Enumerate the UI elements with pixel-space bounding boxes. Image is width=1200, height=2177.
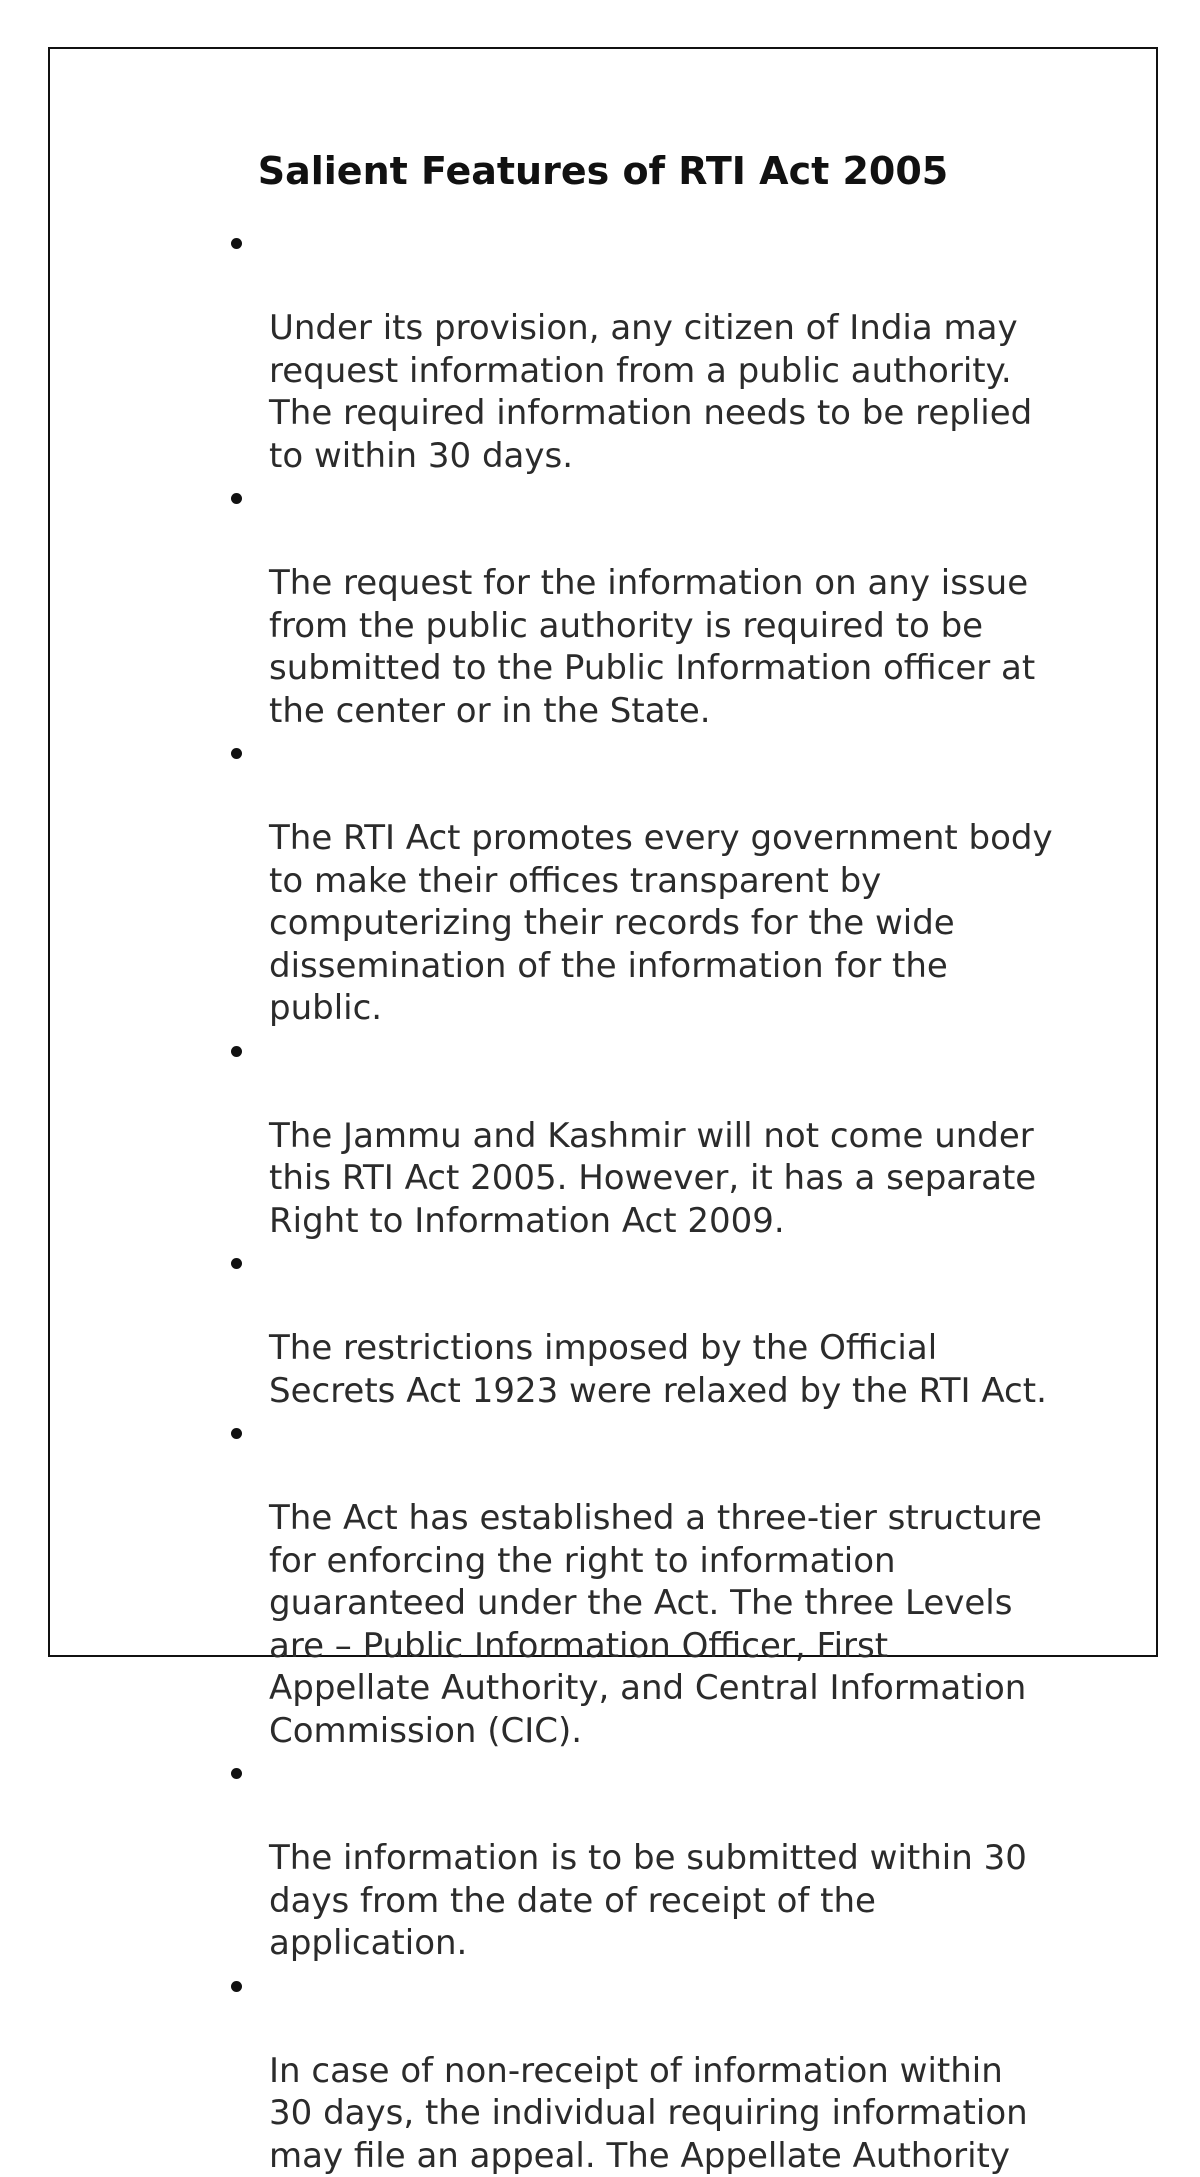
page-title: Salient Features of RTI Act 2005 (50, 149, 1156, 195)
bullet-icon (231, 1981, 242, 1992)
feature-text: The information is to be submitted within 30 days from the date of receipt of the application. (269, 1838, 1027, 1963)
feature-text: The restrictions imposed by the Official Secrets Act 1923 were relaxed by the RTI Act. (269, 1328, 1047, 1411)
list-item (223, 1752, 1123, 1965)
list-item (223, 1965, 1123, 2177)
bullet-icon (231, 1258, 242, 1269)
list-item (223, 1412, 1123, 1752)
page-frame (48, 47, 1158, 1657)
feature-text: The request for the information on any issue from the public authority is required to be submitted to the Public Information officer at the center or in the State. (269, 563, 1035, 731)
list-item (223, 1030, 1123, 1243)
feature-text: The Act has established a three-tier structure for enforcing the right to information guaranteed under the Act. The three Levels are – Public Information Officer, First Appellate Authority, and Central Information Commission (CIC). (269, 1498, 1042, 1751)
bullet-icon (231, 1046, 242, 1057)
feature-text: The RTI Act promotes every government body to make their offices transparent by computerizing their records for the wide dissemination of the information for the public. (269, 818, 1053, 1028)
list-item (223, 222, 1123, 477)
bullet-icon (231, 748, 242, 759)
list-item (223, 732, 1123, 1030)
list-item (223, 1242, 1123, 1412)
bullet-icon (231, 238, 242, 249)
list-item (223, 477, 1123, 732)
bullet-icon (231, 1768, 242, 1779)
feature-text: In case of non-receipt of information within 30 days, the individual requiring information may file an appeal. The Appellate Authority (269, 2051, 1028, 2176)
bullet-icon (231, 493, 242, 504)
feature-text: Under its provision, any citizen of India may request information from a public authority. The required information needs to be replied to within 30 days. (269, 308, 1032, 476)
bullet-icon (231, 1428, 242, 1439)
feature-text: The Jammu and Kashmir will not come under this RTI Act 2005. However, it has a separate Right to Information Act 2009. (269, 1116, 1036, 1241)
features-list (223, 222, 1123, 2177)
